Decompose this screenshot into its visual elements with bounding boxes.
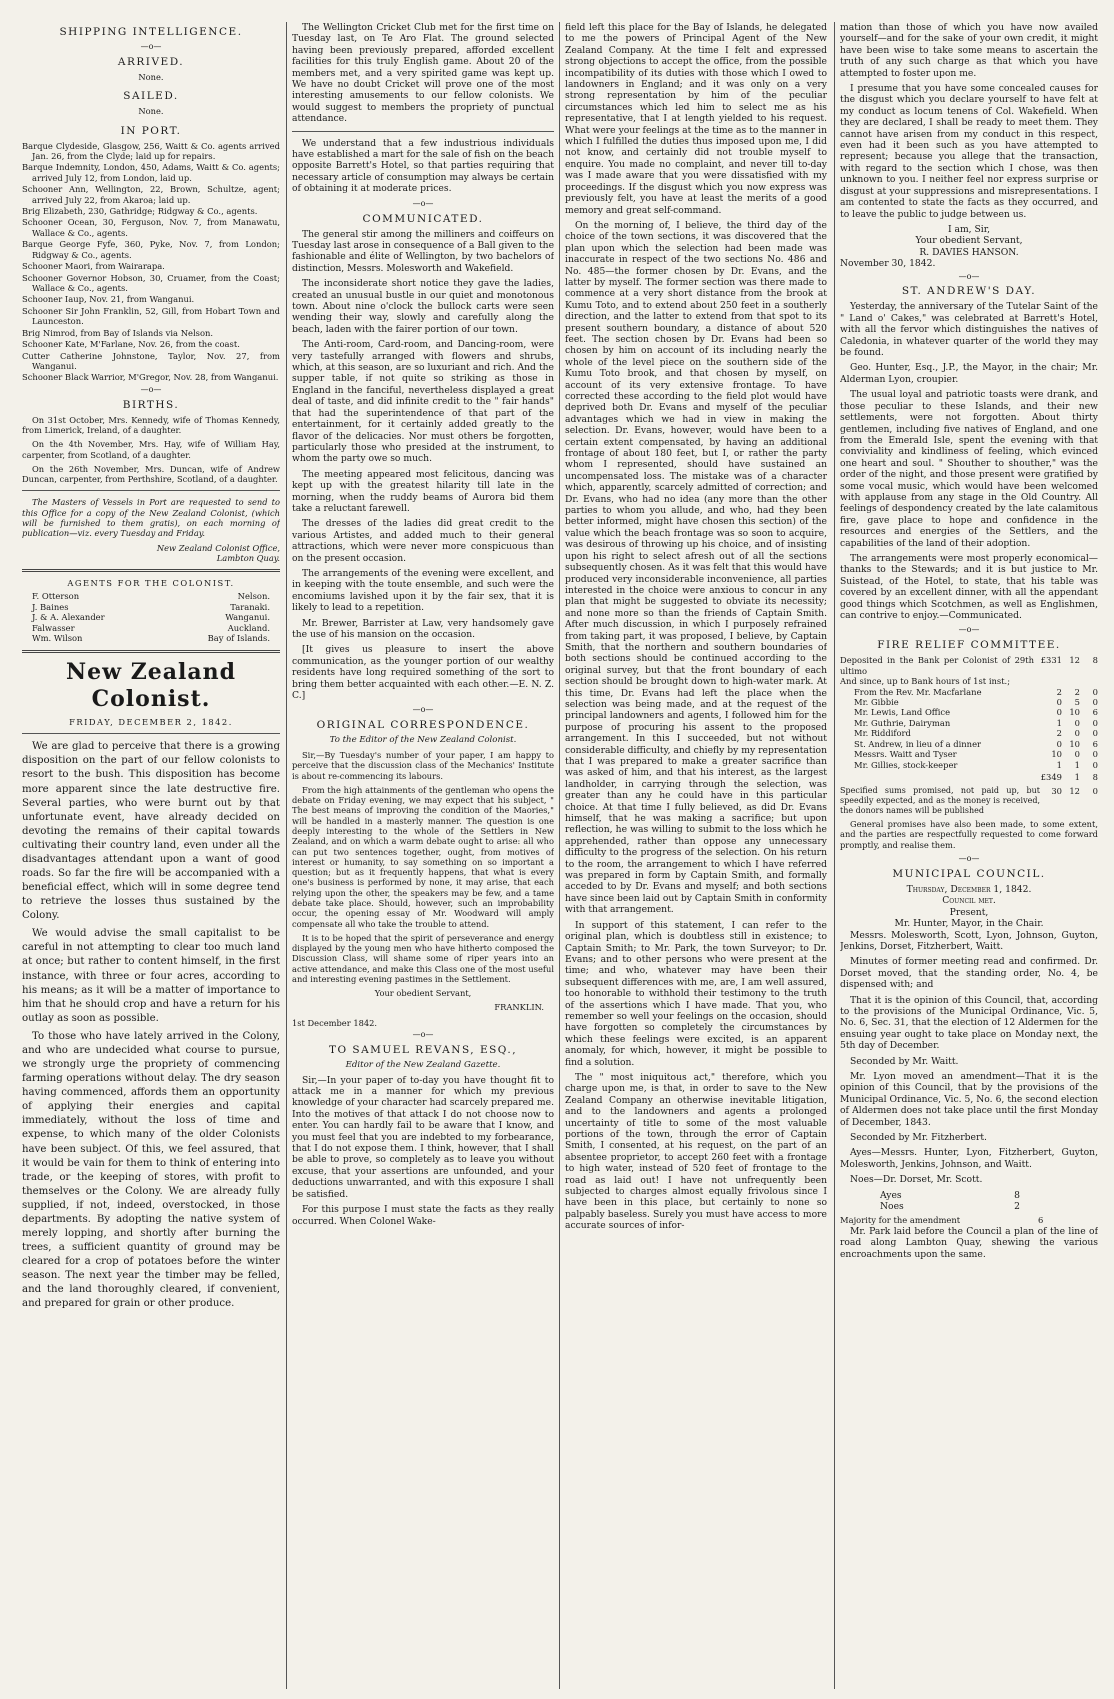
fund-shillings: 10 [1069, 738, 1080, 749]
fund-promised-row [840, 786, 1098, 816]
paragraph: [It gives us pleasure to insert the above communication, as the younger portion of our wealthy residents have long required something of the sort to bring them better acquainted with each other.—E. N. Z. C.] [292, 644, 554, 702]
agent-name: Wm. Wilson [32, 633, 83, 644]
agents-list [22, 591, 280, 643]
communicated-heading: COMMUNICATED. [362, 212, 484, 225]
fund-label: Deposited in the Bank per Colonist of 29th ultimo [840, 655, 1034, 676]
masthead: New Zealand Colonist. [65, 658, 236, 712]
fund-pounds: 30 [1051, 786, 1062, 797]
municipal-heading: MUNICIPAL COUNCIL. [892, 867, 1046, 880]
municipal-met: Council met. [942, 895, 996, 907]
paragraph: The inconsiderate short notice they gave the ladies, created an unusual bustle in our quiet and monotonous town. About nine o'clock the bullock carts were seen wending their way, slowly and carefully along the beach, laden with the fairer portion of our town. [292, 278, 554, 335]
paragraph: For this purpose I must state the facts as they really occurred. When Colonel Wake- [292, 1204, 554, 1227]
fund-shillings: 5 [1074, 697, 1080, 708]
list-item: Schooner Ann, Wellington, 22, Brown, Schultze, agent; arrived July 22, from Akaroa; laid up. [22, 184, 280, 205]
revans-heading: TO SAMUEL REVANS, ESQ., [328, 1043, 518, 1056]
donor-name: St. Andrew, in lieu of a dinner [854, 738, 982, 749]
arrived-heading: ARRIVED. [117, 55, 185, 68]
list-item: Schooner Kate, M'Farlane, Nov. 26, from the coast. [22, 339, 240, 350]
paragraph: Sir,—By Tuesday's number of your paper, I am happy to perceive that the discussion class of the Mechanics' Institute is about re-commencing its labours. [292, 750, 554, 781]
paragraph: I presume that you have some concealed causes for the disgust which you declare yourself to have felt at my conduct as locum tenens of Col. Wakefield. When they are declared, I shall be ready to meet them. They cannot have arisen from my conduct in this respect, even had it been such as you have attempted to represent; because you allege that the transaction, with regard to the section which I chose, was then unknown to you. I neither feel nor express surprise or disgust at your suppressions and misrepresentations. I am contented to state the facts as they occurred, and to leave the public to judge between us. [840, 83, 1098, 220]
paragraph: Sir,—In your paper of to-day you have thought fit to attack me in a manner for which my previous knowledge of your character had scarcely prepared me. Into the motives of that attack I do not choose now to enter. You can hardly fail to be aware that I know, and you must feel that you are indebted to my forbearance, that I do not expose them. I think, however, that I shall be able to prove, so completely as to leave you without excuse, that your assertions are unfounded, and your deductions unwarranted, and with this exposure I shall be satisfied. [292, 1074, 554, 1200]
letter-close: I am, Sir, [947, 223, 991, 235]
fund-shillings: 1 [1074, 771, 1080, 782]
paragraph: Mr. Brewer, Barrister at Law, very handsomely gave the use of his mansion on the occasion. [292, 617, 554, 641]
paragraph: Ayes—Messrs. Hunter, Lyon, Fitzherbert, Guyton, Molesworth, Jenkins, Johnson, and Waitt. [840, 1147, 1098, 1170]
paragraph: Noes—Dr. Dorset, Mr. Scott. [850, 1174, 983, 1186]
fund-pounds: 1 [1056, 717, 1062, 728]
paragraph: The arrangements of the evening were excellent, and in keeping with the toute ensemble, and such were the encomiums lavished upon it by the fair sex, that it is likely to lead to a repetition. [292, 567, 554, 614]
fund-shillings: 12 [1069, 786, 1080, 797]
list-item: Schooner Black Warrior, M'Gregor, Nov. 28, from Wanganui. [22, 372, 279, 383]
vote-count: 8 [1014, 1189, 1020, 1201]
communicated-article [292, 229, 554, 702]
vote-count: 6 [1038, 1215, 1044, 1226]
fund-pounds: 0 [1056, 697, 1062, 708]
paragraph: The meeting appeared most felicitous, dancing was kept up with the greatest hilarity till late in the morning, when the ruddy beams of Aurora bid them take a reluctant farewell. [292, 468, 554, 514]
paragraph: In support of this statement, I can refer to the original plan, which is doubtless still in existence; to Captain Smith; to Mr. Park, the town Surveyor; to Dr. Evans; and to other persons who were present at the time; and who, whatever may have been their subsequent differences with me, are, I am well assured, too honorable to withhold their testimony to the truth of the assertions which I have made. That you, who remember so well your feelings on the occasion, should have forgotten so completely the circumstances by which these feelings were excited, is an apparent anomaly, for which, however, it might be possible to find a solution. [565, 919, 827, 1068]
fund-shillings: 1 [1074, 759, 1080, 770]
st-andrews-article [840, 301, 1098, 621]
vote-label: Ayes [880, 1189, 902, 1201]
fund-pounds: 1 [1056, 759, 1062, 770]
agent-row [22, 623, 280, 633]
fund-row [840, 676, 1098, 686]
agent-place: Taranaki. [230, 601, 270, 612]
paragraph: We are glad to perceive that there is a growing disposition on the part of our fellow colonists to resort to the bush. This disposition has become more apparent since the late destructive fire. Several parties, who were burnt out by that unfortunate event, have already decided on devoting the remains of their capital towards cultivating their country land, even under all the disadvantages attendant upon a want of good roads. So far the fire will be accompanied with a beneficial effect, which will in some degree tend to retrieve the losses thus sustained by the Colony. [22, 741, 280, 922]
agent-name: Falwasser [32, 622, 75, 633]
fund-row [840, 707, 1098, 717]
fund-pence: 0 [1092, 717, 1098, 728]
fund-pence: 8 [1092, 771, 1098, 782]
list-item: Brig Nimrod, from Bay of Islands via Nelson. [22, 327, 214, 338]
fund-shillings: 10 [1069, 707, 1080, 718]
fund-row [840, 718, 1098, 728]
sailed-body: None. [138, 106, 164, 117]
agent-row [22, 612, 280, 622]
fund-total-row [840, 772, 1098, 782]
fund-pounds: £349 [1040, 771, 1062, 782]
correspondence-heading: ORIGINAL CORRESPONDENCE. [316, 719, 530, 732]
donor-name: Mr. Gibbie [854, 697, 899, 708]
paragraph: The usual loyal and patriotic toasts were drank, and those peculiar to these Islands, and their new settlements, were not forgotten. About thirty gentlemen, including five natives of England, and one from the Emerald Isle, spent the evening with that conviviality and kindliness of feeling, which evinced one heart and soul. " Shouther to shouther," was the order of the night, and those present were gratified by some vocal music, which would have been welcomed with applause from any stage in the Old Country. All feelings of despondency created by the late calamitous fire, gave place to hope and confidence in the resources and energies of the Settlers, and the capabilities of the land of their adoption. [840, 389, 1098, 549]
paragraph: On the morning of, I believe, the third day of the choice of the town sections, it was discovered that the plan upon which the selection had been made was inaccurate in respect of the two sections No. 486 and No. 485—the former chosen by Dr. Evans, and the latter by myself. The former section was there made to commence at a very short distance from the brook at Kumu Toto, and to extend about 250 feet in a southerly direction, and the latter to extend from that spot to its present southern boundary, a distance of about 520 feet. The section chosen by Dr. Evans had been so chosen by him on account of its including nearly the whole of the level piece on the southern side of the Kumu Toto brook, and that chosen by myself, on account of its very extensive frontage. To have corrected these according to the field plot would have deprived both Dr. Evans and myself of the peculiar advantages which we had in view in making the selection. Dr. Evans, however, would have been to a certain extent compensated, by having an additional frontage of about 180 feet, but I, or rather the party whom I represented, should have sustained an uncompensated loss. The mistake was of a character which, apparently, scarcely admitted of correction; and Dr. Evans, who had no idea (any more than the other parties to whom you allude, and who, had they been better informed, might have chosen this section) of the value which the beach frontage was so soon to acquire, was desirous of throwing up his choice, and of insisting upon his right to select afresh out of all the sections subsequently chosen. As it was felt that this would have produced very inconsiderable inconvenience, all parties interested in the choice were anxious to concur in any plan that might be suggested to obviate its necessity; and none more so than the friends of Captain Smith. After much discussion, in which I purposely refrained from taking part, it was proposed, I believe, by Captain Smith, that the northern and southern boundaries of both sections should be continued according to the original survey, but that the front boundary of each section should be brought down to high-water mark. At this time, Dr. Evans had left the place when the selection was being made, and at the request of the principal landowners and agents, I followed him for the purpose of procuring his assent to the proposed arrangement. In this I succeeded, but not without considerable difficulty, and chiefly by my representation that I was prepared to make a greater sacrifice than was asked of him, and that his interest, as the largest landholder, in carrying through the selection, was greater than any he could have in this particular choice. At that time I fully believed, as did Dr. Evans himself, that he was making a sacrifice; but upon reflection, he was willing to submit to the loss which he apprehended, rather than oppose any unnecessary difficulty to the progress of the selection. On his return to the room, the arrangement to which I have referred was prepared in form by Captain Smith, and formally acceded to by Dr. Evans and myself; and both sections have since been laid out by Captain Smith in conformity with that arrangement. [565, 219, 827, 916]
list-item: Barque Clydeside, Glasgow, 256, Waitt & Co. agents arrived Jan. 26, from the Clyde; laid up for repairs. [22, 140, 280, 161]
fund-pence: 8 [1092, 655, 1098, 666]
donor-name: Mr. Guthrie, Dairyman [854, 717, 951, 728]
agent-name: J. & A. Alexander [32, 612, 105, 623]
donor-name: Mr. Riddiford [854, 728, 911, 739]
sailed-heading: SAILED. [123, 90, 179, 103]
paragraph: Geo. Hunter, Esq., J.P., the Mayor, in the chair; Mr. Alderman Lyon, croupier. [840, 362, 1098, 385]
agent-name: J. Baines [32, 601, 69, 612]
fund-pounds: 10 [1051, 749, 1062, 760]
list-item: Cutter Catherine Johnstone, Taylor, Nov. 27, from Wanganui. [22, 350, 280, 371]
vote-row [880, 1190, 1020, 1201]
municipal-present: Present, [949, 906, 989, 918]
paragraph: That it is the opinion of this Council, that, according to the provisions of the Municipal Ordinance, Vic. 5, No. 6, Sec. 31, that the election of 12 Aldermen for the ensuing year ought to take place on Monday next, the 5th day of December. [840, 994, 1098, 1052]
list-item: Barque George Fyfe, 360, Pyke, Nov. 7, from London; Ridgway & Co., agents. [22, 239, 280, 260]
agents-heading: AGENTS FOR THE COLONIST. [67, 578, 235, 589]
fund-pounds: 0 [1056, 707, 1062, 718]
column-rule [286, 22, 287, 1689]
list-item: Schooner Governor Hobson, 30, Cruamer, from the Coast; Wallace & Co., agents. [22, 272, 280, 294]
fund-pence: 0 [1092, 749, 1098, 760]
paragraph: To those who have lately arrived in the Colony, and who are undecided what course to pursue, we strongly urge the propriety of commencing farming operations without delay. The dry season having commenced, affords them an opportunity of applying their energies and capital immediately, without the loss of time and expense, to which many of the older Colonists have been subject. Of this, we feel assured, that it would be vain for them to think of entering into trade, or the keeping of stores, with profit to themselves or the Colony. We are already fully supplied, if not, indeed, overstocked, in those departments. By adopting the native system of merely lopping, and shortly after burning the trees, a sufficient quantity of ground may be cleared for a crop of potatoes before the winter season. The next year the timber may be felled, and the land thoroughly cleared, if convenient, and prepared for grain or other produce. [22, 1030, 280, 1310]
paragraph: Seconded by Mr. Fitzherbert. [850, 1132, 987, 1144]
list-item: Schooner Sir John Franklin, 52, Gill, from Hobart Town and Launceston. [22, 305, 280, 327]
municipal-chair: Mr. Hunter, Mayor, in the Chair. [894, 918, 1044, 930]
list-item: Schooner Ocean, 30, Ferguson, Nov. 7, from Manawatu, Wallace & Co., agents. [22, 217, 280, 238]
in-port-heading: IN PORT. [120, 124, 182, 137]
notice-signature [22, 543, 280, 564]
paragraph: mation than those of which you have now availed yourself—and for the sake of your own credit, it might have been wise to take some means to ascertain the truth of any such charge as that which you have attempted to foster upon me. [840, 22, 1098, 79]
paragraph: The arrangements were most properly economical—thanks to the Stewards; and it is but justice to Mr. Suistead, of the Hotel, to state, that his table was covered by an excellent dinner, with all the appendant good things which Scotchmen, as well as Englishmen, can contrive to enjoy.—Communicated. [840, 552, 1098, 622]
column-1: SHIPPING INTELLIGENCE. —o— ARRIVED. None. SAILED. None. IN PORT. Barque Clydeside, Glasgow, 256, Waitt & Co. agents arrived Jan. 26, from the Clyde; laid up for repairs. Barque Indemnity, London, 450, Adams, Waitt & Co. agents; arrived July 12, from London, laid up. Schooner Ann, Wellington, 22, Brown, Schultze, agent; arrived July 22, from Akaroa; laid up. Brig Elizabeth, 230, Gathridge; Ridgway & Co., agents. Schooner Ocean, 30, Ferguson, Nov. 7, from Manawatu, Wallace & Co., agents. Barque George Fyfe, 360, Pyke, Nov. 7, from London; Ridgway & Co., agents. Schooner Maori, from Wairarapa. Schooner Governor Hobson, 30, Cruamer, from the Coast; Wallace & Co., agents. Schooner Iaup, Nov. 21, from Wanganui. Schooner Sir John Franklin, 52, Gill, from Hobart Town and Launceston. Brig Nimrod, from Bay of Islands via Nelson. Schooner Kate, M'Farlane, Nov. 26, from the coast. Cutter Catherine Johnstone, Taylor, Nov. 27, from Wanganui. Schooner Black Warrior, M'Gregor, Nov. 28, from Wanganui. —o— BIRTHS. On 31st October, Mrs. Kennedy, wife of Thomas Kennedy, from Limerick, Ireland, of a daughter. On the 4th November, Mrs. Hay, wife of William Hay, carpenter, from Scotland, of a daughter. On the 26th November, Mrs. Duncan, wife of Andrew Duncan, carpenter, from Perthshire, Scotland, of a daughter. The Masters of Vessels in Port are requested to send to this Office for a copy of the New Zealand Colonist, (which will be furnished to them gratis), on each morning of publication—viz. every Tuesday and Friday. New Zealand Colonist Office, Lambton Quay. AGENTS FOR THE COLONIST. F. Otterson Nelson. J. Baines Taranaki. J. & A. Alexander Wanganui. Falwasser Auckland. Wm. Wilson Bay of Islands. New Zealand Colonist. FRIDAY, DECEMBER 2, 1842. We are glad to perceive that there is a growing disposition on the part of our fellow colonists to resort to the bush. This disposition has become more apparent since the late destructive fire. Several parties, who were burnt out by that unfortunate event, have already decided on devoting the remains of their capital towards cultivating their country land, even under all the disadvantages attendant upon a want of good roads. So far the fire will be accompanied with a beneficial effect, which will in some degree tend to retrieve the losses thus sustained by the Colony. We would advise the small capitalist to be careful in not attempting to clear too much land at once; but rather to content himself, in the first instance, with three or four acres, according to his means; as it will be a matter of importance to him that he should crop and have a return for his outlay as soon as possible. To those who have lately arrived in the Colony, and who are undecided what course to pursue, we strongly urge the propriety of commencing farming operations without delay. The dry season having commenced, affords them an opportunity of applying their energies and capital immediately, without the loss of time and expense, to which many of the older Colonists have been subject. Of this, we feel assured, that it would be vain for them to think of entering into trade, or the keeping of stores, with profit to themselves or the Colony. We are already fully supplied, if not, indeed, overstocked, in those departments. By adopting the native system of merely lopping, and shortly after burning the trees, a sufficient quantity of ground may be cleared for a crop of potatoes before the winter season. The next year the timber may be felled, and the land thoroughly cleared, if convenient, and prepared for grain or other produce. [22, 22, 280, 1689]
municipal-date: Thursday, December 1, 1842. [906, 883, 1032, 895]
agent-place: Wanganui. [225, 612, 270, 623]
donor-name: Messrs. Waitt and Tyser [854, 749, 957, 760]
list-item: Barque Indemnity, London, 450, Adams, Waitt & Co. agents; arrived July 12, from London, laid up. [22, 162, 280, 183]
paragraph: field left this place for the Bay of Islands, he delegated to me the powers of Principal Agent of the New Zealand Company. At the time I felt and expressed strong objections to accept the office, from the possible incompatibility of its duties with those which I owed to landowners in England; and it was only on a very strong representation by him of the peculiar circumstances which led him to select me as his representative, that I at length yielded to his request. What were your feelings at the time as to the manner in which I fulfilled the duties thus imposed upon me, I did not know, and certainly did not trouble myself to enquire. You made no complaint, and never till to-day was I made aware that you were dissatisfied with my proceedings. If the disgust which you now express was previously felt, you have at least the merits of a good memory and great self-command. [565, 22, 827, 216]
column-4: mation than those of which you have now availed yourself—and for the sake of your own credit, it might have been wise to take some means to ascertain the truth of any such charge as that which you have attempted to foster upon me. I presume that you have some concealed causes for the disgust which you declare yourself to have felt at my conduct as locum tenens of Col. Wakefield. When they are declared, I shall be ready to meet them. They cannot have arisen from my conduct in this respect, even had it been such as you have attempted to represent; because you allege that the transaction, with regard to the section which I chose, was then unknown to you. I neither feel nor express surprise or disgust at your suppressions and misrepresentations. I am contented to state the facts as they occurred, and to leave the public to judge between us. I am, Sir, Your obedient Servant, R. DAVIES HANSON. November 30, 1842. —o— ST. ANDREW'S DAY. Yesterday, the anniversary of the Tutelar Saint of the " Land o' Cakes," was celebrated at Barrett's Hotel, with all the fervor which distinguishes the natives of Caledonia, in whatever quarter of the world they may be found. Geo. Hunter, Esq., J.P., the Mayor, in the chair; Mr. Alderman Lyon, croupier. The usual loyal and patriotic toasts were drank, and those peculiar to these Islands, and their new settlements, were not forgotten. About thirty gentlemen, including five natives of England, and one from the Emerald Isle, spent the evening with that conviviality and kindliness of feeling, which evinced one heart and soul. " Shouther to shouther," was the order of the night, and those present were gratified by some vocal music, which would have been welcomed with applause from any stage in the Old Country. All feelings of despondency created by the late calamitous fire, gave place to hope and confidence in the resources and energies of the Settlers, and the capabilities of the land of their adoption. The arrangements were most properly economical—thanks to the Stewards; and it is but justice to Mr. Suistead, of the Hotel, to state, that his table was covered by an excellent dinner, with all the appendant good things which Scotchmen, as well as Englishmen, can contrive to enjoy.—Communicated. —o— FIRE RELIEF COMMITTEE. Deposited in the Bank per Colonist of 29th ultimo £331 12 8 And since, up to Bank hours of 1st inst.; From the Rev. Mr. Macfarlane 2 2 0 Mr. Gibbie 0 5 0 Mr. Lewis, Land Office 0 10 6 Mr. Guthrie, Dairyman 1 0 0 Mr. Riddiford 2 0 0 St. Andrew, in lieu of a dinner 0 10 6 Messrs. Waitt and Tyser 10 0 0 Mr. Gillies, stock-keeper 1 1 0 £349 1 8 Specified sums promised, not paid up, but speedily expected, and as the money is received, the donors names will be published 30 12 0 General promises have also been made, to some extent, and the parties are respectfully requested to come forward promptly, and realise them. —o— MUNICIPAL COUNCIL. Thursday, December 1, 1842. Council met. Present, Mr. Hunter, Mayor, in the Chair. Messrs. Molesworth, Scott, Lyon, Johnson, Guyton, Jenkins, Dorset, Fitzherbert, Waitt. Minutes of former meeting read and confirmed. Dr. Dorset moved, that the standing order, No. 4, be dispensed with; and That it is the opinion of this Council, that, according to the provisions of the Municipal Ordinance, Vic. 5, No. 6, Sec. 31, that the election of 12 Aldermen for the ensuing year ought to take place on Monday next, the 5th day of December. Seconded by Mr. Waitt. Mr. Lyon moved an amendment—That it is the opinion of this Council, that by the provisions of the Municipal Ordinance, Vic. 5, No. 6, the second election of Aldermen does not take place until the first Monday of December, 1843. Seconded by Mr. Fitzherbert. Ayes—Messrs. Hunter, Lyon, Fitzherbert, Guyton, Molesworth, Jenkins, Johnson, and Waitt. Noes—Dr. Dorset, Mr. Scott. Ayes 8 Noes 2 Majority for the amendment 6 Mr. Park laid before the Council a plan of the line of road along Lambton Quay, shewing the various encroachments upon the same. [840, 22, 1098, 1260]
fund-shillings: 0 [1074, 728, 1080, 739]
vote-row [840, 1215, 1098, 1225]
donor-name: Mr. Gillies, stock-keeper [854, 759, 958, 770]
fire-relief-table [840, 655, 1098, 850]
paragraph: The general stir among the milliners and coiffeurs on Tuesday last arose in consequence of a Ball given to the fashionable and élite of Wellington, by two bachelors of distinction, Messrs. Molesworth and Wakefield. [292, 228, 554, 274]
column-2: The Wellington Cricket Club met for the first time on Tuesday last, on Te Aro Flat. The ground selected having been previously prepared, afforded excellent facilities for this truly English game. About 20 of the members met, and a very spirited game was kept up. We have no doubt Cricket will prove one of the most interesting amusements to our fellow colonists. We would suggest to members the propriety of punctual attendance. We understand that a few industrious individuals have established a mart for the sale of fish on the beach opposite Barrett's Hotel, so that parties requiring that necessary article of consumption may always be certain of obtaining it at moderate prices. —o— COMMUNICATED. The general stir among the milliners and coiffeurs on Tuesday last arose in consequence of a Ball given to the fashionable and élite of Wellington, by two bachelors of distinction, Messrs. Molesworth and Wakefield. The inconsiderate short notice they gave the ladies, created an unusual bustle in our quiet and monotonous town. About nine o'clock the bullock carts were seen wending their way, slowly and carefully along the beach, laden with the fairer portion of our town. The Anti-room, Card-room, and Dancing-room, were very tastefully arranged with flowers and shrubs, which, at this season, are so luxuriant and rich. And the supper table, if not quite so striking as those in England in the fanciful, nevertheless displayed a great deal of taste, and did infinite credit to the " fair hands" that had the superintendence of that part of the entertainment, for it certainly added greatly to the flavor of the delicacies. Nor must others be forgotten, particularly those who presided at the instrument, to whom the party owe so much. The meeting appeared most felicitous, dancing was kept up with the greatest hilarity till late in the morning, when the ruddy beams of Aurora bid them take a reluctant farewell. The dresses of the ladies did great credit to the various Artistes, and added much to their general attractions, which were never more conspicuous than on the present occasion. The arrangements of the evening were excellent, and in keeping with the toute ensemble, and such were the encomiums lavished upon it by the fair sex, that it is likely to lead to a repetition. Mr. Brewer, Barrister at Law, very handsomely gave the use of his mansion on the occasion. [It gives us pleasure to insert the above communication, as the younger portion of our wealthy residents have long required something of the sort to bring them better acquainted with each other.—E. N. Z. C.] —o— ORIGINAL CORRESPONDENCE. To the Editor of the New Zealand Colonist. Sir,—By Tuesday's number of your paper, I am happy to perceive that the discussion class of the Mechanics' Institute is about re-commencing its labours. From the high attainments of the gentleman who opens the debate on Friday evening, we may expect that his subject, " The best means of improving the condition of the Maories," will be handled in a masterly manner. The question is one deeply interesting to the whole of the Settlers in New Zealand, and on which a warm debate ought to arise: all who can put two sentences together, ought, from motives of interest or humanity, to say something on so important a question; but as it frequently happens, that what is every one's business is performed by none, it may arise, that each relying upon the other, the speakers may be few, and a tame debate take place. Should, however, such an improbability occur, the opening essay of Mr. Woodward will amply compensate all who take the trouble to attend. It is to be hoped that the spirit of perseverance and energy displayed by the young men who have hitherto composed the Discussion Class, will shame some of riper years into an active attendance, and make this Class one of the most useful and interesting evening pastimes in the Settlement. Your obedient Servant, FRANKLIN. 1st December 1842. —o— TO SAMUEL REVANS, ESQ., Editor of the New Zealand Gazette. Sir,—In your paper of to-day you have thought fit to attack me in a manner for which my previous knowledge of your character had scarcely prepared me. Into the motives of that attack I do not choose now to enter. You can hardly fail to be aware that I know, and you must feel that you are indebted to my forbearance, that I do not expose them. I think, however, that I shall be able to prove, so completely as to leave you without excuse, that your assertions are unfounded, and your deductions unwarranted, and with this exposure I shall be satisfied. For this purpose I must state the facts as they really occurred. When Colonel Wake- [292, 22, 554, 1227]
revans-subtitle: Editor of the New Zealand Gazette. [345, 1059, 501, 1070]
column-rule [834, 22, 835, 1689]
birth-notice: On the 26th November, Mrs. Duncan, wife of Andrew Duncan, carpenter, from Perthshire, Scotland, of a daughter. [22, 463, 280, 485]
paragraph: Minutes of former meeting read and confirmed. Dr. Dorset moved, that the standing order, No. 4, be dispensed with; and [840, 956, 1098, 991]
list-item: Brig Elizabeth, 230, Gathridge; Ridgway & Co., agents. [22, 206, 258, 217]
fund-pence: 6 [1092, 738, 1098, 749]
letter-close: Your obedient Servant, [915, 235, 1023, 247]
paragraph: From the high attainments of the gentleman who opens the debate on Friday evening, we may expect that his subject, " The best means of improving the condition of the Maories," will be handled in a masterly manner. The question is one deeply interesting to the whole of the Settlers in New Zealand, and on which a warm debate ought to arise: all who can put two sentences together, ought, from motives of interest or humanity, to say something on so important a question; but as it frequently happens, that what is every one's business is performed by none, it may arise, that each relying upon the other, the speakers may be few, and a tame debate take place. Should, however, such an improbability occur, the opening essay of Mr. Woodward will amply compensate all who take the trouble to attend. [292, 784, 554, 929]
dateline: FRIDAY, DECEMBER 2, 1842. [69, 717, 233, 728]
fund-row [840, 760, 1098, 770]
fund-pounds: 0 [1056, 738, 1062, 749]
fund-shillings: 2 [1074, 686, 1080, 697]
fund-pence: 6 [1092, 707, 1098, 718]
fund-row [840, 697, 1098, 707]
agent-row [22, 591, 280, 601]
paragraph: It is to be hoped that the spirit of perseverance and energy displayed by the young men who have hitherto composed the Discussion Class, will shame some of riper years into an active attendance, and make this Class one of the most useful and interesting evening pastimes in the Settlement. [292, 932, 554, 984]
letter-close: Your obedient Servant, [374, 988, 472, 999]
birth-notice: On the 4th November, Mrs. Hay, wife of William Hay, carpenter, from Scotland, of a daughter. [22, 439, 280, 460]
births-heading: BIRTHS. [122, 398, 180, 411]
fund-pence: 0 [1092, 759, 1098, 770]
column-3 [565, 22, 827, 1689]
in-port-list [22, 141, 280, 383]
fund-row [840, 687, 1098, 697]
vote-label: Noes [880, 1201, 904, 1213]
franklin-letter [292, 750, 554, 984]
agent-place: Bay of Islands. [207, 633, 270, 644]
vote-label: Majority for the amendment [840, 1215, 961, 1226]
agent-row [22, 602, 280, 612]
fund-pence: 0 [1092, 697, 1098, 708]
agent-place: Nelson. [237, 591, 270, 602]
notice-sig-line: Lambton Quay. [216, 552, 280, 563]
donor-name: From the Rev. Mr. Macfarlane [854, 686, 982, 697]
fund-row [840, 655, 1098, 676]
paragraph: Seconded by Mr. Waitt. [850, 1055, 959, 1067]
fund-pence: 0 [1092, 728, 1098, 739]
municipal-minutes [840, 930, 1098, 1261]
paragraph: Mr. Park laid before the Council a plan of the line of road along Lambton Quay, shewing the various encroachments upon the same. [840, 1225, 1098, 1260]
letter-signature: FRANKLIN. [494, 1001, 544, 1012]
paragraph: Mr. Lyon moved an amendment—That it is the opinion of this Council, that by the provisions of the Municipal Ordinance, Vic. 5, No. 6, the second election of Aldermen does not take place until the first Monday of December, 1843. [840, 1070, 1098, 1128]
paragraph: Yesterday, the anniversary of the Tutelar Saint of the " Land o' Cakes," was celebrated at Barrett's Hotel, with all the fervor which distinguishes the natives of Caledonia, in whatever quarter of the world they may be found. [840, 301, 1098, 359]
paragraph: Messrs. Molesworth, Scott, Lyon, Johnson, Guyton, Jenkins, Dorset, Fitzherbert, Waitt. [840, 929, 1098, 952]
fund-shillings: 0 [1074, 717, 1080, 728]
fund-note: General promises have also been made, to some extent, and the parties are respectfully requested to come forward promptly, and realise them. [840, 819, 1098, 850]
list-item: Schooner Iaup, Nov. 21, from Wanganui. [22, 294, 195, 305]
fund-row [840, 739, 1098, 749]
fund-pounds: £331 [1040, 655, 1062, 666]
arrived-body: None. [138, 71, 164, 82]
st-andrews-heading: ST. ANDREW'S DAY. [901, 285, 1037, 298]
fund-pounds: 2 [1056, 728, 1062, 739]
agent-place: Auckland. [227, 622, 270, 633]
letter-signature: R. DAVIES HANSON. [919, 246, 1019, 258]
fund-pence: 0 [1092, 786, 1098, 797]
vote-row [880, 1201, 1020, 1212]
cricket-paragraph: The Wellington Cricket Club met for the first time on Tuesday last, on Te Aro Flat. The ground selected having been previously prepared, afforded excellent facilities for this truly English game. About 20 of the members met, and a very spirited game was kept up. We have no doubt Cricket will prove one of the most interesting amusements to our fellow colonists. We would suggest to members the propriety of punctual attendance. [292, 22, 554, 125]
agent-name: F. Otterson [32, 591, 80, 602]
correspondence-to: To the Editor of the New Zealand Colonist. [329, 735, 517, 746]
agent-row [22, 633, 280, 643]
fund-row [840, 749, 1098, 759]
paragraph: The dresses of the ladies did great credit to the various Artistes, and added much to their general attractions, which were never more conspicuous than on the present occasion. [292, 518, 554, 564]
notice-sig-line: New Zealand Colonist Office, [156, 542, 280, 553]
paragraph: The " most iniquitous act," therefore, which you charge upon me, is that, in order to save to the New Zealand Company an otherwise inevitable litigation, and to the landowners and agents a prolonged uncertainty of title to some of the most valuable portions of the town, through the error of Captain Smith, I consented, at his request, on the part of an absentee proprietor, to accept 260 feet with a frontage to high water, instead of 520 feet of frontage to the road as laid out! I have not unfrequently been subjected to charges almost equally frivolous since I have been in this place, but certainly to none so palpably baseless. Surely you must have access to more accurate sources of infor- [565, 1071, 827, 1232]
paragraph: The Anti-room, Card-room, and Dancing-room, were very tastefully arranged with flowers and shrubs, which, at this season, are so luxuriant and rich. And the supper table, if not quite so striking as those in England in the fanciful, nevertheless displayed a great deal of taste, and did infinite credit to the " fair hands" that had the superintendence of that part of the entertainment, for it certainly added greatly to the flavor of the delicacies. Nor must others be forgotten, particularly those who presided at the instrument, to whom the party owe so much. [292, 339, 554, 465]
letter-date: 1st December 1842. [292, 1017, 378, 1028]
birth-notice: On 31st October, Mrs. Kennedy, wife of Thomas Kennedy, from Limerick, Ireland, of a daughter. [22, 414, 280, 436]
column-rule [559, 22, 560, 1689]
revans-letter [292, 1075, 554, 1227]
shipping-heading: SHIPPING INTELLIGENCE. [59, 26, 243, 38]
fund-row [840, 728, 1098, 738]
list-item: Schooner Maori, from Wairarapa. [22, 261, 165, 272]
paragraph: We would advise the small capitalist to be careful in not attempting to clear too much land at once; but rather to content himself, in the first instance, with three or four acres, according to his means; as it will be a matter of importance to him that he should crop and have a return for his outlay as soon as possible. [22, 928, 280, 1024]
fund-shillings: 0 [1074, 749, 1080, 760]
fund-label: Specified sums promised, not paid up, but speedily expected, and as the money is received, the donors names will be published [840, 786, 1040, 816]
vote-count: 2 [1014, 1201, 1020, 1213]
fund-pounds: 2 [1056, 686, 1062, 697]
fund-shillings: 12 [1069, 655, 1080, 666]
leader-article [22, 740, 280, 1311]
fund-label: And since, up to Bank hours of 1st inst.; [840, 676, 1011, 687]
fund-pence: 0 [1092, 686, 1098, 697]
fire-relief-heading: FIRE RELIEF COMMITTEE. [877, 639, 1061, 652]
letter-date: November 30, 1842. [840, 258, 936, 270]
fish-paragraph: We understand that a few industrious individuals have established a mart for the sale of fish on the beach opposite Barrett's Hotel, so that parties requiring that necessary article of consumption may always be certain of obtaining it at moderate prices. [292, 137, 554, 195]
donor-name: Mr. Lewis, Land Office [854, 707, 951, 718]
masters-notice: The Masters of Vessels in Port are requested to send to this Office for a copy of the New Zealand Colonist, (which will be furnished to them gratis), on each morning of publication—viz. every Tuesday and Friday. [22, 497, 280, 539]
